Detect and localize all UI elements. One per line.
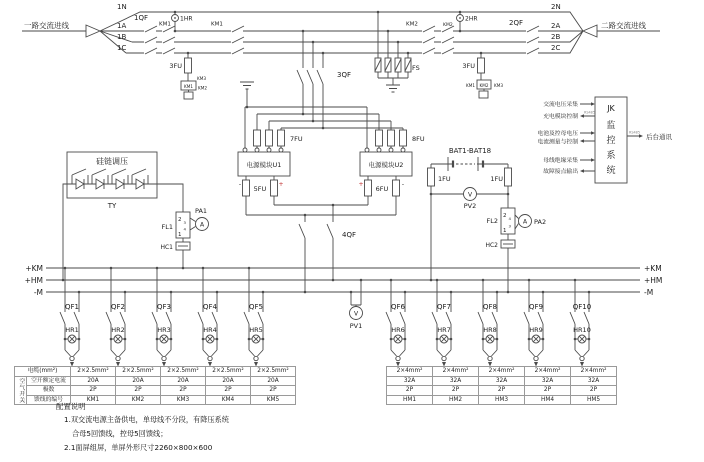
id-cell: KM1 xyxy=(71,395,116,405)
feeder-qf8: QF8 xyxy=(483,303,497,311)
phase-2b: 2B xyxy=(551,33,561,41)
feeder-hr6: HR6 xyxy=(391,326,405,334)
lamp-2hr-label: 2HR xyxy=(465,15,478,23)
fuse-3fu-right xyxy=(478,58,485,73)
amp-cell: 32A xyxy=(387,376,433,386)
u2-neg-sign: - xyxy=(401,181,405,188)
jk-title-4: 统 xyxy=(606,166,616,176)
jk-signal-2: 电池及控母电压 xyxy=(537,131,578,137)
feeders-left xyxy=(60,267,264,367)
jk-comm-tag: RS485 xyxy=(629,130,640,135)
hc1-label: HC1 xyxy=(160,244,173,251)
id-cell: HM3 xyxy=(479,395,525,405)
pa1-label: PA1 xyxy=(194,207,208,215)
feeder-qf9: QF9 xyxy=(529,303,543,311)
fuse-7fu xyxy=(254,130,261,146)
feeder-hr3: HR3 xyxy=(157,326,171,334)
poles-cell: 2P xyxy=(251,386,296,396)
fuse-1fu-left xyxy=(428,168,435,186)
note-line-3: 2.1面屏组屏，单屏外形尺寸2260×800×600 xyxy=(64,443,213,452)
id-cell: HM2 xyxy=(433,395,479,405)
pa2-label: PA2 xyxy=(534,218,547,226)
jk-title-2: 控 xyxy=(606,136,616,146)
phase-1a: 1A xyxy=(117,22,127,30)
phase-1n: 1N xyxy=(117,3,127,11)
feeder-qf1: QF1 xyxy=(65,303,79,311)
cable-cell: 2×4mm² xyxy=(433,367,479,377)
amp-cell: 32A xyxy=(525,376,571,386)
ty-regulator xyxy=(63,152,209,280)
amp-cell: 20A xyxy=(71,376,116,386)
phase-1c: 1C xyxy=(117,44,127,52)
poles-cell: 2P xyxy=(71,386,116,396)
module-u2-label: 电源模块U2 xyxy=(368,161,404,169)
u1-pos-sign: + xyxy=(278,181,284,188)
pv1-symbol: V xyxy=(353,310,359,318)
id-cell: KM2 xyxy=(116,395,161,405)
aux-km1-left: KM1 xyxy=(183,83,194,89)
cable-cell: 2×4mm² xyxy=(479,367,525,377)
hc2-label: HC2 xyxy=(485,242,498,249)
fuse-7fu-label: 7FU xyxy=(290,135,303,143)
feeder-qf2: QF2 xyxy=(111,303,125,311)
poles-cell: 2P xyxy=(525,386,571,396)
fl1-label: FL1 xyxy=(161,223,173,231)
jk-signal-4: 母线绝缘采集 xyxy=(543,158,578,164)
fuse-8fu xyxy=(376,130,383,146)
row-label-poles: 极数 xyxy=(27,386,71,396)
jk-signal-1-tag: RS485 xyxy=(584,110,595,115)
fl2-t3: 3 xyxy=(508,223,511,229)
row-label-id: 馈线的编号 xyxy=(27,395,71,405)
jk-signal-0: 交流电压采集 xyxy=(543,102,578,108)
feeder-hr1: HR1 xyxy=(65,326,79,334)
fuse-5fu xyxy=(243,180,250,196)
bus-km-right: +KM xyxy=(644,264,662,273)
jk-signal-1: 充电模块控制 xyxy=(543,114,578,120)
jk-comm-label: 后台通讯 xyxy=(646,133,672,141)
id-cell: HM4 xyxy=(525,395,571,405)
fl2-t4: 4 xyxy=(508,216,511,221)
jk-title-1: 监 xyxy=(606,121,616,131)
poles-cell: 2P xyxy=(387,386,433,396)
amp-cell: 20A xyxy=(206,376,251,386)
fl1-t1: 1 xyxy=(178,232,182,238)
spec-table-right xyxy=(386,366,617,405)
phase-1b: 1B xyxy=(117,33,127,41)
bus-hm-right: +HM xyxy=(644,276,663,285)
supply-right-arrow xyxy=(583,25,597,37)
poles-cell: 2P xyxy=(433,386,479,396)
jk-signal-3: 电流测量与控制 xyxy=(537,139,578,146)
fuse-6fu-label: 6FU xyxy=(375,185,389,193)
pa2-symbol: A xyxy=(522,218,528,226)
amp-cell: 32A xyxy=(433,376,479,386)
feeder-qf7: QF7 xyxy=(437,303,451,311)
phase-2c: 2C xyxy=(551,44,561,52)
amp-cell: 20A xyxy=(116,376,161,386)
aux-km3-left: KM3 xyxy=(197,76,207,81)
row-label-cable: 电缆(mm²) xyxy=(15,367,71,377)
feeder-hr10: HR10 xyxy=(573,326,591,334)
feeder-hr5: HR5 xyxy=(249,326,263,334)
supply-left-label: 一路交流进线 xyxy=(24,21,69,30)
surge-fs-label: FS xyxy=(412,64,420,72)
breaker-2qf-label: 2QF xyxy=(509,19,523,27)
cable-cell: 2×4mm² xyxy=(571,367,617,377)
poles-cell: 2P xyxy=(161,386,206,396)
supply-left-arrow xyxy=(86,25,100,37)
amp-cell: 32A xyxy=(571,376,617,386)
bus-m-left: -M xyxy=(33,288,43,297)
feeder-qf5: QF5 xyxy=(249,303,263,311)
fuse-1fu-right xyxy=(505,168,512,186)
battery-label: BAT1-BAT18 xyxy=(448,147,492,155)
cable-cell: 2×4mm² xyxy=(525,367,571,377)
cable-cell: 2×4mm² xyxy=(387,367,433,377)
jk-title-3: 系 xyxy=(606,151,616,161)
fl1-t2: 2 xyxy=(178,217,182,223)
aux-km3-right: KM3 xyxy=(494,83,504,88)
u2-pos-sign: + xyxy=(358,181,364,188)
u1-neg-sign: - xyxy=(238,181,242,188)
poles-cell: 2P xyxy=(479,386,525,396)
aux-km1-right: KM1 xyxy=(465,83,475,88)
notes-title: 配置说明 xyxy=(56,402,86,411)
supply-right-label: 二路交流进线 xyxy=(601,21,646,30)
poles-cell: 2P xyxy=(116,386,161,396)
fuse-3fu-left-label: 3FU xyxy=(169,62,182,70)
fuse-1fu-right-label: 1FU xyxy=(490,175,503,183)
cable-cell: 2×2.5mm² xyxy=(251,367,296,377)
breaker-4qf-label: 4QF xyxy=(342,231,356,239)
feeder-hr9: HR9 xyxy=(529,326,543,334)
km2-label-b: KM2 xyxy=(443,23,453,28)
fuse-5fu-label: 5FU xyxy=(253,185,267,193)
feeder-hr8: HR8 xyxy=(483,326,497,334)
ty-label: TY xyxy=(107,202,117,210)
id-cell: HM1 xyxy=(387,395,433,405)
cable-cell: 2×2.5mm² xyxy=(71,367,116,377)
pv2-label: PV2 xyxy=(463,202,477,210)
feeder-qf4: QF4 xyxy=(203,303,217,311)
pv1-label: PV1 xyxy=(349,322,363,330)
phase-2a: 2A xyxy=(551,22,561,30)
aux-km2-left: KM2 xyxy=(198,85,208,91)
km1-label-b: KM1 xyxy=(211,21,223,28)
id-cell: KM3 xyxy=(161,395,206,405)
cable-cell: 2×2.5mm² xyxy=(161,367,206,377)
feeder-hr7: HR7 xyxy=(437,326,451,334)
fl1-t4: 4 xyxy=(183,226,186,232)
cable-cell: 2×2.5mm² xyxy=(206,367,251,377)
feeder-qf6: QF6 xyxy=(391,303,405,311)
breaker-1qf-label: 1QF xyxy=(134,14,148,22)
id-cell: KM4 xyxy=(206,395,251,405)
fuse-1fu-left-label: 1FU xyxy=(438,175,451,183)
bus-m-right: -M xyxy=(644,288,654,297)
jk-title-jk: JK xyxy=(607,104,615,113)
id-cell: KM5 xyxy=(251,395,296,405)
bus-km-left: +KM xyxy=(25,264,43,273)
row-label-amp: 空开额定电流 xyxy=(27,376,71,386)
fl2-t1: 1 xyxy=(503,228,507,234)
note-line-1: 1.双交流电源主备供电，单母线不分段，有降压系统 xyxy=(64,415,229,424)
fl1-t3: 3 xyxy=(183,220,186,225)
id-cell: HM5 xyxy=(571,395,617,405)
poles-cell: 2P xyxy=(571,386,617,396)
pa1-symbol: A xyxy=(199,221,205,229)
fl2-t2: 2 xyxy=(503,213,507,219)
km2-label-a: KM2 xyxy=(406,21,418,28)
spec-table-left xyxy=(14,366,296,405)
fuse-3fu-right-label: 3FU xyxy=(462,62,475,70)
breaker-3qf-label: 3QF xyxy=(337,71,351,79)
vertical-header: 空气开关 xyxy=(15,376,27,405)
feeder-qf3: QF3 xyxy=(157,303,171,311)
feeder-qf10: QF10 xyxy=(572,303,592,311)
fuse-8fu-label: 8FU xyxy=(412,135,425,143)
fuse-6fu xyxy=(365,180,372,196)
km1-label-a: KM1 xyxy=(159,21,171,28)
module-u1-label: 电源模块U1 xyxy=(246,161,282,169)
amp-cell: 20A xyxy=(161,376,206,386)
amp-cell: 32A xyxy=(479,376,525,386)
dc-buses xyxy=(46,268,640,320)
poles-cell: 2P xyxy=(206,386,251,396)
feeder-hr4: HR4 xyxy=(203,326,217,334)
amp-cell: 20A xyxy=(251,376,296,386)
ty-title: 硅链调压 xyxy=(96,157,128,166)
note-line-2: 合母5回馈线，控母5回馈线； xyxy=(72,429,168,438)
cable-cell: 2×2.5mm² xyxy=(116,367,161,377)
aux-km2-right: KM2 xyxy=(479,82,489,88)
jk-signal-5: 故障接点输出 xyxy=(543,169,578,175)
pv2-symbol: V xyxy=(467,191,473,199)
fl2-label: FL2 xyxy=(486,217,498,225)
phase-2n: 2N xyxy=(551,3,561,11)
feeder-hr2: HR2 xyxy=(111,326,125,334)
lamp-1hr-label: 1HR xyxy=(180,15,193,23)
bus-hm-left: +HM xyxy=(24,276,43,285)
fuse-3fu-left xyxy=(185,58,192,73)
top-components xyxy=(172,12,492,128)
